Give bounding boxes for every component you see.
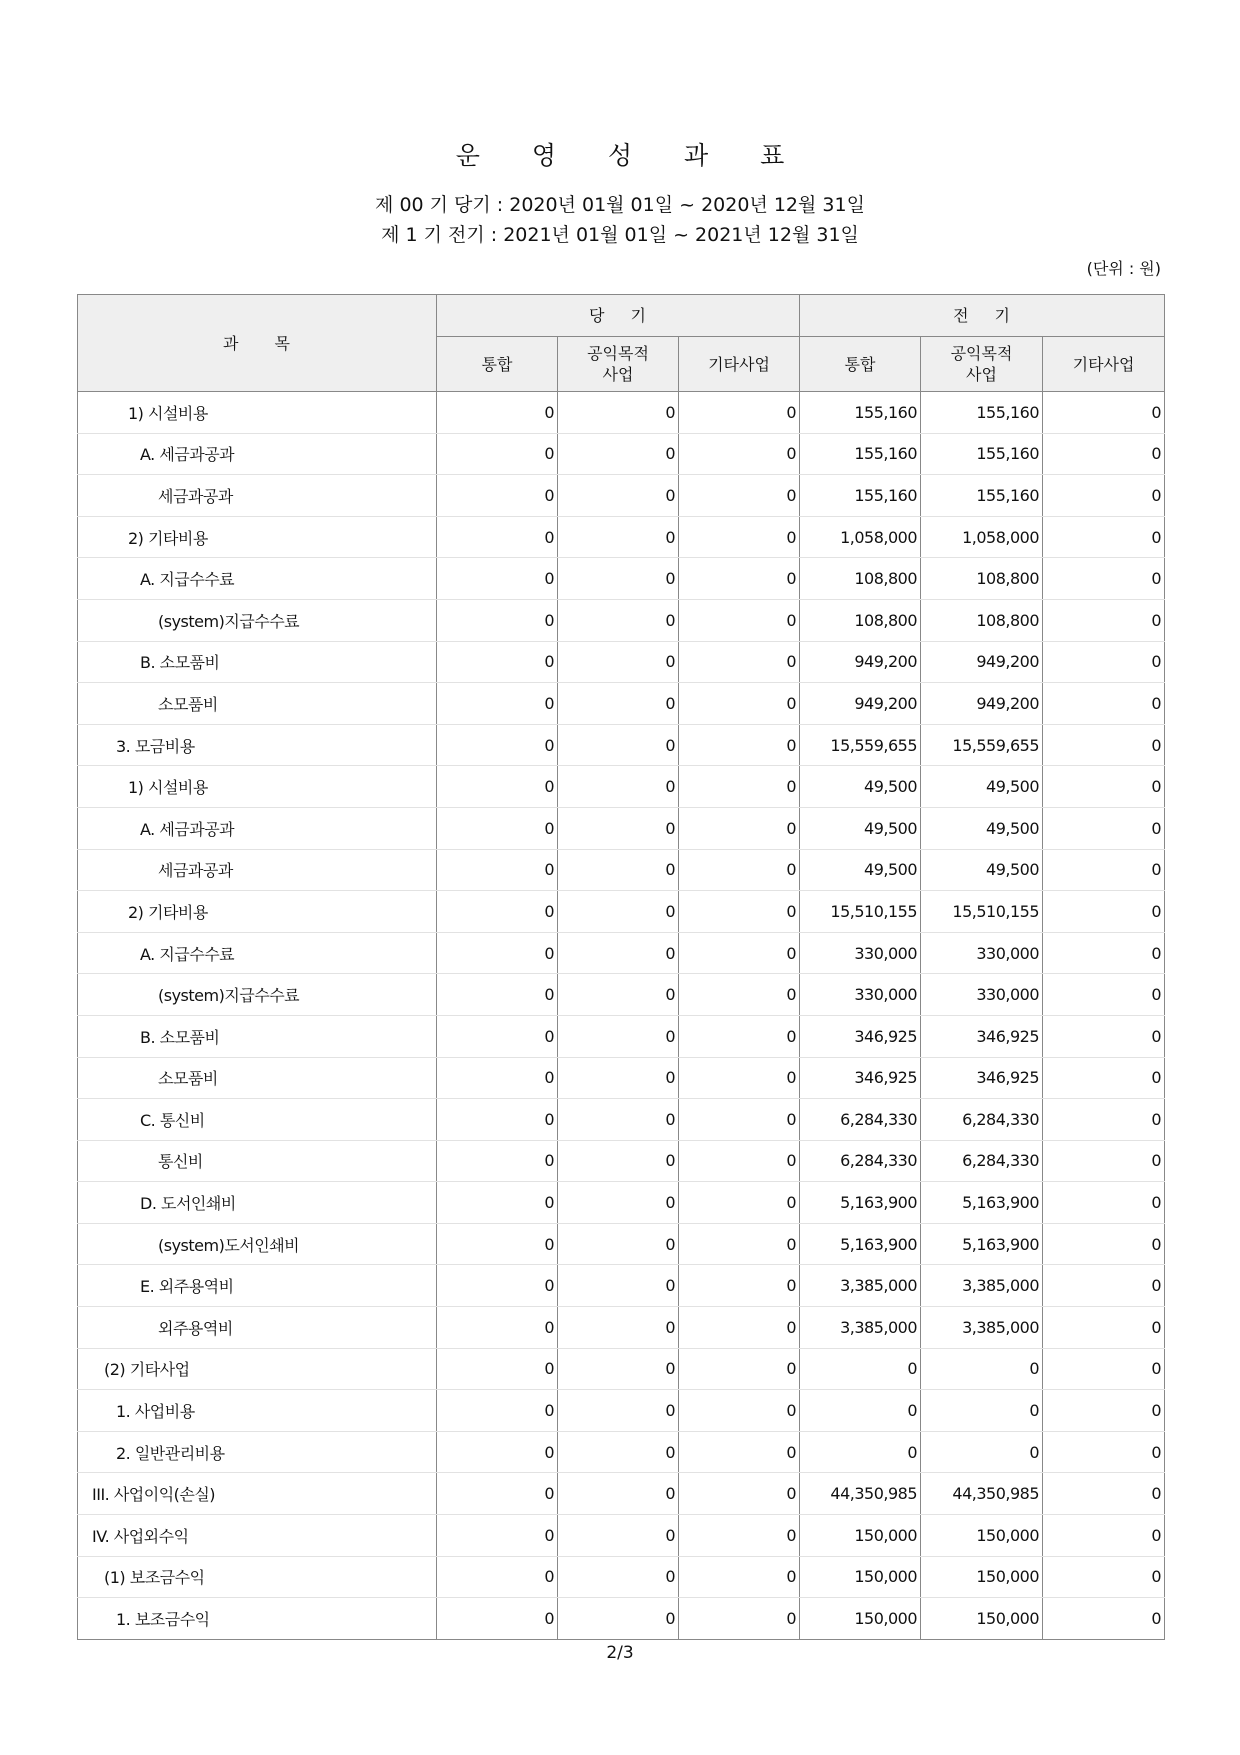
cell-prior-public: 108,800: [921, 558, 1043, 600]
cell-current-public: 0: [558, 724, 679, 766]
cell-current-other: 0: [679, 724, 800, 766]
row-subject: (system)지급수수료: [78, 599, 437, 641]
cell-current-public: 0: [558, 1182, 679, 1224]
cell-current-total: 0: [437, 683, 558, 725]
cell-prior-other: 0: [1043, 392, 1165, 434]
table-row: [78, 1307, 1165, 1349]
cell-current-other: 0: [679, 516, 800, 558]
cell-prior-other: 0: [1043, 1598, 1165, 1640]
row-subject: III. 사업이익(손실): [78, 1473, 437, 1515]
cell-prior-public: 330,000: [921, 932, 1043, 974]
cell-prior-public: 346,925: [921, 1015, 1043, 1057]
table-row: [78, 475, 1165, 517]
cell-current-other: 0: [679, 1473, 800, 1515]
cell-prior-other: 0: [1043, 516, 1165, 558]
cell-current-public: 0: [558, 1390, 679, 1432]
cell-current-total: 0: [437, 1598, 558, 1640]
cell-current-public: 0: [558, 1473, 679, 1515]
cell-current-other: 0: [679, 891, 800, 933]
cell-current-other: 0: [679, 1598, 800, 1640]
cell-prior-public: 108,800: [921, 599, 1043, 641]
cell-prior-public: 15,510,155: [921, 891, 1043, 933]
cell-current-total: 0: [437, 1390, 558, 1432]
cell-current-total: 0: [437, 1515, 558, 1557]
cell-current-public: 0: [558, 683, 679, 725]
cell-prior-total: 150,000: [800, 1515, 921, 1557]
cell-current-public: 0: [558, 392, 679, 434]
cell-current-total: 0: [437, 724, 558, 766]
cell-current-other: 0: [679, 1099, 800, 1141]
cell-prior-public: 155,160: [921, 475, 1043, 517]
row-subject: (system)지급수수료: [78, 974, 437, 1016]
report-title: 운 영 성 과 표: [455, 141, 807, 170]
cell-prior-other: 0: [1043, 932, 1165, 974]
cell-prior-public: 0: [921, 1431, 1043, 1473]
row-subject: 1) 시설비용: [78, 392, 437, 434]
cell-prior-total: 330,000: [800, 974, 921, 1016]
cell-prior-other: 0: [1043, 1223, 1165, 1265]
cell-current-total: 0: [437, 1223, 558, 1265]
cell-current-other: 0: [679, 1556, 800, 1598]
table-row: [78, 932, 1165, 974]
table-row: [78, 807, 1165, 849]
header-prior-public: 공익목적 사업: [921, 337, 1043, 392]
cell-prior-total: 155,160: [800, 433, 921, 475]
cell-prior-public: 6,284,330: [921, 1140, 1043, 1182]
table-row: [78, 392, 1165, 434]
page-number: 2/3: [606, 1643, 634, 1663]
operating-results-table: [77, 294, 1165, 1640]
cell-current-total: 0: [437, 433, 558, 475]
table-row: [78, 724, 1165, 766]
cell-current-public: 0: [558, 1431, 679, 1473]
cell-current-total: 0: [437, 1348, 558, 1390]
row-subject: 2) 기타비용: [78, 516, 437, 558]
table-row: [78, 1348, 1165, 1390]
table-row: [78, 1598, 1165, 1640]
row-subject: 1. 사업비용: [78, 1390, 437, 1432]
row-subject: B. 소모품비: [78, 641, 437, 683]
row-subject: (system)도서인쇄비: [78, 1223, 437, 1265]
table-row: [78, 1223, 1165, 1265]
cell-prior-other: 0: [1043, 1182, 1165, 1224]
cell-prior-public: 1,058,000: [921, 516, 1043, 558]
cell-current-total: 0: [437, 766, 558, 808]
cell-current-other: 0: [679, 974, 800, 1016]
cell-current-public: 0: [558, 891, 679, 933]
cell-current-other: 0: [679, 392, 800, 434]
cell-current-other: 0: [679, 1390, 800, 1432]
cell-prior-public: 330,000: [921, 974, 1043, 1016]
cell-current-public: 0: [558, 1556, 679, 1598]
table-row: [78, 974, 1165, 1016]
row-subject: IV. 사업외수익: [78, 1515, 437, 1557]
cell-prior-total: 949,200: [800, 641, 921, 683]
cell-prior-total: 949,200: [800, 683, 921, 725]
cell-current-public: 0: [558, 1598, 679, 1640]
cell-current-total: 0: [437, 1431, 558, 1473]
header-prior-total: 통합: [800, 337, 921, 392]
cell-current-public: 0: [558, 1348, 679, 1390]
row-subject: 세금과공과: [78, 849, 437, 891]
cell-current-total: 0: [437, 1473, 558, 1515]
table-row: [78, 1099, 1165, 1141]
cell-current-total: 0: [437, 849, 558, 891]
cell-current-total: 0: [437, 475, 558, 517]
cell-current-public: 0: [558, 1015, 679, 1057]
cell-current-public: 0: [558, 516, 679, 558]
cell-prior-other: 0: [1043, 849, 1165, 891]
cell-current-total: 0: [437, 1099, 558, 1141]
cell-current-other: 0: [679, 1015, 800, 1057]
cell-prior-public: 6,284,330: [921, 1099, 1043, 1141]
cell-prior-public: 0: [921, 1348, 1043, 1390]
cell-prior-total: 1,058,000: [800, 516, 921, 558]
cell-prior-total: 330,000: [800, 932, 921, 974]
header-prior-other: 기타사업: [1043, 337, 1165, 392]
row-subject: (2) 기타사업: [78, 1348, 437, 1390]
row-subject: (1) 보조금수익: [78, 1556, 437, 1598]
row-subject: 외주용역비: [78, 1307, 437, 1349]
cell-prior-other: 0: [1043, 1390, 1165, 1432]
cell-current-total: 0: [437, 974, 558, 1016]
row-subject: D. 도서인쇄비: [78, 1182, 437, 1224]
cell-current-public: 0: [558, 1265, 679, 1307]
header-subject: 과목: [78, 295, 437, 392]
table-row: [78, 599, 1165, 641]
cell-prior-public: 155,160: [921, 433, 1043, 475]
table-row: [78, 1265, 1165, 1307]
cell-prior-other: 0: [1043, 558, 1165, 600]
table-row: [78, 1473, 1165, 1515]
cell-prior-total: 346,925: [800, 1057, 921, 1099]
cell-prior-other: 0: [1043, 641, 1165, 683]
cell-prior-public: 150,000: [921, 1598, 1043, 1640]
cell-current-other: 0: [679, 433, 800, 475]
cell-prior-total: 15,559,655: [800, 724, 921, 766]
cell-current-public: 0: [558, 974, 679, 1016]
cell-prior-total: 0: [800, 1431, 921, 1473]
cell-current-total: 0: [437, 599, 558, 641]
cell-prior-other: 0: [1043, 1140, 1165, 1182]
cell-prior-total: 15,510,155: [800, 891, 921, 933]
cell-prior-total: 3,385,000: [800, 1265, 921, 1307]
cell-prior-total: 150,000: [800, 1598, 921, 1640]
cell-prior-public: 0: [921, 1390, 1043, 1432]
cell-prior-other: 0: [1043, 1556, 1165, 1598]
cell-current-public: 0: [558, 932, 679, 974]
cell-current-total: 0: [437, 558, 558, 600]
cell-prior-other: 0: [1043, 1348, 1165, 1390]
cell-current-other: 0: [679, 932, 800, 974]
cell-prior-other: 0: [1043, 1515, 1165, 1557]
header-prior-period: 전기: [800, 295, 1165, 337]
row-subject: A. 지급수수료: [78, 558, 437, 600]
cell-prior-total: 150,000: [800, 1556, 921, 1598]
cell-current-public: 0: [558, 1307, 679, 1349]
row-subject: A. 지급수수료: [78, 932, 437, 974]
cell-prior-public: 155,160: [921, 392, 1043, 434]
cell-prior-other: 0: [1043, 1307, 1165, 1349]
cell-prior-total: 155,160: [800, 475, 921, 517]
table-row: [78, 1431, 1165, 1473]
cell-current-public: 0: [558, 1140, 679, 1182]
cell-current-public: 0: [558, 433, 679, 475]
cell-current-other: 0: [679, 849, 800, 891]
cell-prior-other: 0: [1043, 891, 1165, 933]
cell-current-public: 0: [558, 558, 679, 600]
table-row: [78, 1556, 1165, 1598]
cell-prior-public: 5,163,900: [921, 1182, 1043, 1224]
cell-current-public: 0: [558, 599, 679, 641]
cell-prior-total: 0: [800, 1348, 921, 1390]
period-prior: 제 1 기 전기 : 2021년 01월 01일 ~ 2021년 12월 31일: [381, 224, 859, 246]
table-row: [78, 558, 1165, 600]
cell-current-other: 0: [679, 1307, 800, 1349]
cell-current-public: 0: [558, 641, 679, 683]
table-body: [78, 392, 1165, 1640]
cell-prior-total: 49,500: [800, 849, 921, 891]
cell-current-other: 0: [679, 1431, 800, 1473]
cell-current-other: 0: [679, 1057, 800, 1099]
cell-current-other: 0: [679, 766, 800, 808]
cell-prior-other: 0: [1043, 1057, 1165, 1099]
row-subject: C. 통신비: [78, 1099, 437, 1141]
cell-current-total: 0: [437, 1307, 558, 1349]
table-row: [78, 433, 1165, 475]
cell-prior-total: 108,800: [800, 558, 921, 600]
cell-current-public: 0: [558, 475, 679, 517]
row-subject: 소모품비: [78, 683, 437, 725]
cell-current-total: 0: [437, 516, 558, 558]
cell-prior-other: 0: [1043, 1099, 1165, 1141]
cell-prior-public: 949,200: [921, 683, 1043, 725]
cell-prior-total: 346,925: [800, 1015, 921, 1057]
cell-current-public: 0: [558, 807, 679, 849]
row-subject: 1) 시설비용: [78, 766, 437, 808]
header-current-total: 통합: [437, 337, 558, 392]
cell-current-other: 0: [679, 1182, 800, 1224]
cell-current-other: 0: [679, 558, 800, 600]
row-subject: 통신비: [78, 1140, 437, 1182]
table-row: [78, 891, 1165, 933]
cell-prior-other: 0: [1043, 1473, 1165, 1515]
cell-current-other: 0: [679, 475, 800, 517]
cell-prior-total: 49,500: [800, 766, 921, 808]
cell-prior-public: 346,925: [921, 1057, 1043, 1099]
table-row: [78, 1140, 1165, 1182]
cell-prior-total: 5,163,900: [800, 1223, 921, 1265]
table-row: [78, 1057, 1165, 1099]
row-subject: A. 세금과공과: [78, 433, 437, 475]
period-current: 제 00 기 당기 : 2020년 01월 01일 ~ 2020년 12월 31일: [375, 194, 865, 216]
cell-prior-public: 150,000: [921, 1556, 1043, 1598]
cell-current-other: 0: [679, 1348, 800, 1390]
table-row: [78, 1182, 1165, 1224]
cell-prior-other: 0: [1043, 599, 1165, 641]
cell-prior-total: 155,160: [800, 392, 921, 434]
header-current-other: 기타사업: [679, 337, 800, 392]
cell-prior-total: 5,163,900: [800, 1182, 921, 1224]
cell-prior-public: 3,385,000: [921, 1265, 1043, 1307]
cell-current-other: 0: [679, 1265, 800, 1307]
table-header-row: [78, 295, 1165, 337]
table-row: [78, 766, 1165, 808]
cell-current-public: 0: [558, 1515, 679, 1557]
cell-prior-total: 6,284,330: [800, 1140, 921, 1182]
cell-prior-public: 49,500: [921, 766, 1043, 808]
table-row: [78, 683, 1165, 725]
cell-prior-public: 49,500: [921, 849, 1043, 891]
cell-current-other: 0: [679, 683, 800, 725]
cell-prior-public: 44,350,985: [921, 1473, 1043, 1515]
cell-prior-public: 3,385,000: [921, 1307, 1043, 1349]
cell-prior-other: 0: [1043, 1265, 1165, 1307]
table-row: [78, 849, 1165, 891]
row-subject: A. 세금과공과: [78, 807, 437, 849]
header-current-period: 당기: [437, 295, 800, 337]
cell-current-other: 0: [679, 641, 800, 683]
cell-prior-other: 0: [1043, 724, 1165, 766]
cell-current-total: 0: [437, 1057, 558, 1099]
cell-current-total: 0: [437, 641, 558, 683]
row-subject: E. 외주용역비: [78, 1265, 437, 1307]
cell-current-total: 0: [437, 1015, 558, 1057]
cell-current-public: 0: [558, 1057, 679, 1099]
cell-prior-other: 0: [1043, 766, 1165, 808]
cell-current-public: 0: [558, 1099, 679, 1141]
cell-current-total: 0: [437, 807, 558, 849]
cell-prior-public: 49,500: [921, 807, 1043, 849]
row-subject: 세금과공과: [78, 475, 437, 517]
cell-prior-other: 0: [1043, 433, 1165, 475]
header-current-public: 공익목적 사업: [558, 337, 679, 392]
row-subject: 소모품비: [78, 1057, 437, 1099]
cell-prior-public: 150,000: [921, 1515, 1043, 1557]
cell-current-other: 0: [679, 599, 800, 641]
row-subject: 2. 일반관리비용: [78, 1431, 437, 1473]
cell-prior-other: 0: [1043, 683, 1165, 725]
cell-prior-other: 0: [1043, 475, 1165, 517]
cell-prior-total: 3,385,000: [800, 1307, 921, 1349]
unit-label: (단위 : 원): [1086, 259, 1161, 278]
cell-current-total: 0: [437, 1265, 558, 1307]
cell-current-public: 0: [558, 849, 679, 891]
cell-current-public: 0: [558, 766, 679, 808]
cell-current-total: 0: [437, 392, 558, 434]
cell-current-other: 0: [679, 1140, 800, 1182]
row-subject: B. 소모품비: [78, 1015, 437, 1057]
cell-prior-total: 49,500: [800, 807, 921, 849]
table-row: [78, 1015, 1165, 1057]
cell-prior-other: 0: [1043, 807, 1165, 849]
cell-prior-total: 0: [800, 1390, 921, 1432]
cell-current-total: 0: [437, 932, 558, 974]
table-row: [78, 1515, 1165, 1557]
row-subject: 1. 보조금수익: [78, 1598, 437, 1640]
cell-prior-total: 108,800: [800, 599, 921, 641]
row-subject: 3. 모금비용: [78, 724, 437, 766]
cell-current-total: 0: [437, 1182, 558, 1224]
cell-current-total: 0: [437, 1140, 558, 1182]
cell-current-other: 0: [679, 1223, 800, 1265]
cell-prior-other: 0: [1043, 1015, 1165, 1057]
cell-current-public: 0: [558, 1223, 679, 1265]
table-row: [78, 641, 1165, 683]
table-row: [78, 1390, 1165, 1432]
cell-current-other: 0: [679, 1515, 800, 1557]
cell-prior-public: 949,200: [921, 641, 1043, 683]
cell-current-total: 0: [437, 891, 558, 933]
cell-current-total: 0: [437, 1556, 558, 1598]
cell-prior-other: 0: [1043, 974, 1165, 1016]
row-subject: 2) 기타비용: [78, 891, 437, 933]
cell-prior-other: 0: [1043, 1431, 1165, 1473]
cell-prior-total: 6,284,330: [800, 1099, 921, 1141]
cell-prior-public: 5,163,900: [921, 1223, 1043, 1265]
cell-current-other: 0: [679, 807, 800, 849]
cell-prior-public: 15,559,655: [921, 724, 1043, 766]
table-row: [78, 516, 1165, 558]
cell-prior-total: 44,350,985: [800, 1473, 921, 1515]
